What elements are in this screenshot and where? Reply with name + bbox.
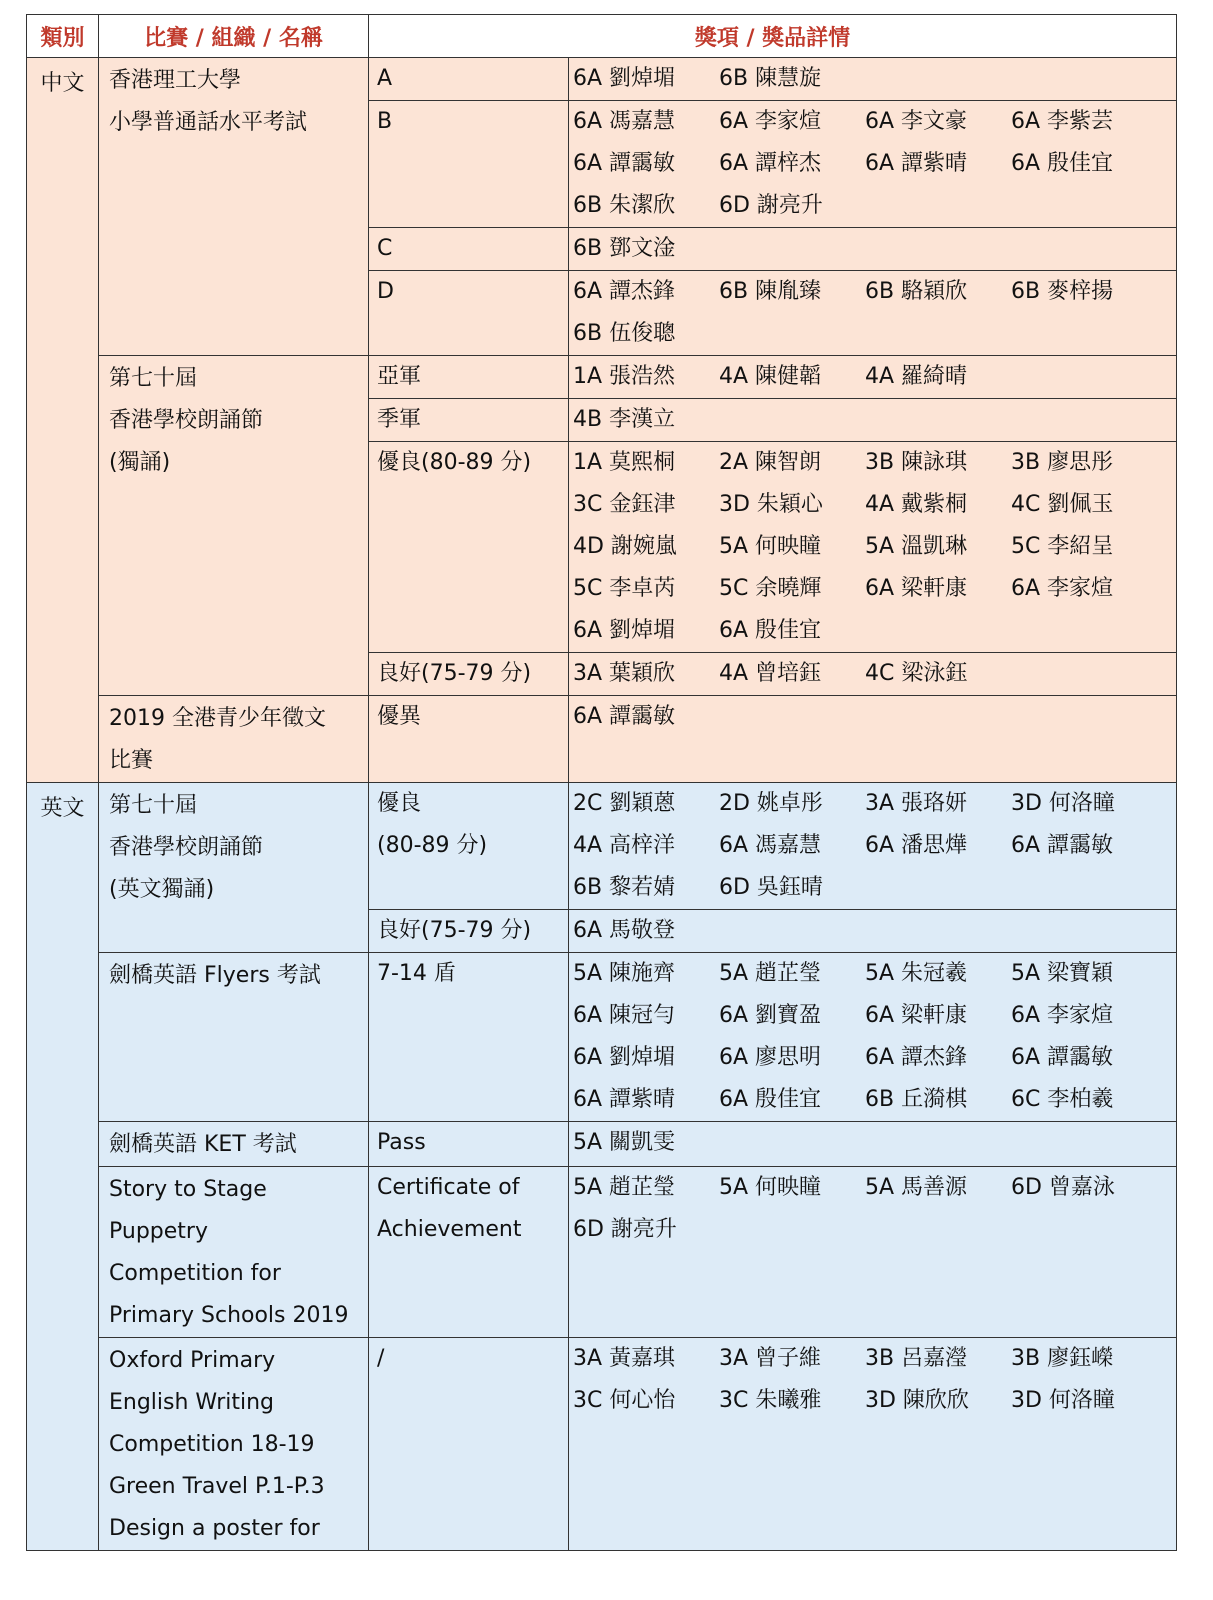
award-level-cell: [369, 1167, 569, 1338]
student-name: 6A 譚靄敏: [1011, 1045, 1114, 1070]
student-name: 6A 譚杰鋒: [865, 1045, 968, 1070]
student-name: 4D 謝婉嵐: [573, 534, 677, 559]
award-level-cell: [369, 1122, 569, 1167]
student-name: 6D 謝亮升: [573, 1217, 677, 1242]
student-name: 6B 駱穎欣: [865, 279, 968, 304]
student-name-list: [569, 271, 1176, 355]
competition-name-line: (英文獨誦): [109, 877, 215, 902]
table-row: [27, 696, 1177, 783]
award-names-cell: [569, 442, 1177, 653]
student-name: 5A 何映瞳: [719, 1175, 822, 1200]
award-names-cell: [569, 783, 1177, 910]
student-name: 5A 何映瞳: [719, 534, 822, 559]
student-name: 6A 譚靄敏: [573, 151, 676, 176]
award-names-cell: [569, 1167, 1177, 1338]
student-name: 6A 廖思明: [719, 1045, 822, 1070]
award-level-label: Achievement: [377, 1217, 522, 1242]
award-level-label: 良好(75-79 分): [377, 918, 532, 943]
student-name: 6A 陳冠勻: [573, 1003, 676, 1028]
student-name: 6A 劉焯堳: [573, 66, 676, 91]
student-name: 6A 劉焯堳: [573, 618, 676, 643]
student-name-list: [569, 101, 1176, 227]
student-name: 6A 殷佳宜: [1011, 151, 1114, 176]
award-names-cell: [569, 399, 1177, 442]
student-name-list: [569, 653, 1176, 695]
student-name: 4C 劉佩玉: [1011, 492, 1114, 517]
award-names-cell: [569, 1122, 1177, 1167]
student-name: 6D 謝亮升: [719, 193, 823, 218]
student-name: 3D 何洛瞳: [1011, 1388, 1115, 1413]
student-name: 5A 朱冠羲: [865, 961, 968, 986]
table-row: [27, 58, 1177, 101]
award-names-cell: [569, 101, 1177, 228]
competition-name-line: 香港理工大學: [109, 68, 242, 93]
competition-name-line: Competition for: [109, 1261, 281, 1286]
award-names-cell: [569, 58, 1177, 101]
student-name: 5A 趙芷瑩: [573, 1175, 676, 1200]
competition-cell: [99, 58, 369, 356]
award-names-cell: [569, 953, 1177, 1122]
student-name: 1A 莫熙桐: [573, 450, 676, 475]
award-level-label: 優良: [377, 791, 422, 816]
student-name: 6D 吳鈺晴: [719, 875, 823, 900]
award-level-label: 優異: [377, 704, 422, 729]
award-names-cell: [569, 356, 1177, 399]
competition-cell: [99, 953, 369, 1122]
student-name: 2C 劉穎蒽: [573, 791, 676, 816]
student-name: 6A 譚梓杰: [719, 151, 822, 176]
student-name: 3C 金鈺津: [573, 492, 676, 517]
award-names-cell: [569, 910, 1177, 953]
student-name: 6A 李家煊: [1011, 576, 1114, 601]
student-name: 6A 梁軒康: [865, 576, 968, 601]
award-level-label: C: [377, 236, 393, 261]
student-name: 6A 殷佳宜: [719, 1087, 822, 1112]
competition-name-line: Design a poster for: [109, 1516, 320, 1541]
competition-name-line: 2019 全港青少年徵文: [109, 706, 326, 731]
header-row: [27, 15, 1177, 58]
header-competition: 比賽 / 組織 / 名稱: [99, 15, 369, 58]
student-name: 2A 陳智朗: [719, 450, 822, 475]
competition-name-line: 劍橋英語 Flyers 考試: [109, 963, 321, 988]
award-level-cell: [369, 271, 569, 356]
award-names-cell: [569, 1338, 1177, 1551]
student-name: 3A 曾子維: [719, 1346, 822, 1371]
student-name: 6A 李家煊: [719, 109, 822, 134]
student-name-list: [569, 356, 1176, 398]
student-name: 5C 李紹呈: [1011, 534, 1114, 559]
student-name-list: [569, 442, 1176, 652]
student-name: 6A 劉寶盈: [719, 1003, 822, 1028]
student-name: 6B 丘漪棋: [865, 1087, 968, 1112]
award-level-label: 季軍: [377, 407, 422, 432]
student-name: 4A 高梓洋: [573, 833, 676, 858]
student-name: 3D 朱穎心: [719, 492, 823, 517]
student-name: 6A 譚紫晴: [573, 1087, 676, 1112]
award-names-cell: [569, 696, 1177, 783]
award-names-cell: [569, 653, 1177, 696]
award-level-label: 優良(80-89 分): [377, 450, 532, 475]
student-name: 6A 殷佳宜: [719, 618, 822, 643]
competition-name-line: Competition 18-19: [109, 1432, 315, 1457]
student-name: 5A 梁寶穎: [1011, 961, 1114, 986]
award-level-label: A: [377, 66, 393, 91]
competition-name-line: 比賽: [109, 748, 154, 773]
competition-name-line: Green Travel P.1-P.3: [109, 1474, 325, 1499]
student-name-list: [569, 228, 1176, 270]
table-row: [27, 1338, 1177, 1551]
table-row: [27, 783, 1177, 910]
award-level-label: 亞軍: [377, 364, 422, 389]
student-name-list: [569, 953, 1176, 1121]
award-level-cell: [369, 783, 569, 910]
competition-cell: [99, 1338, 369, 1551]
category-cell-chinese: 中文: [27, 58, 99, 783]
student-name: 6B 朱潔欣: [573, 193, 676, 218]
student-name: 4B 李漢立: [573, 407, 676, 432]
student-name: 3B 陳詠琪: [865, 450, 968, 475]
student-name-list: [569, 1338, 1176, 1422]
competition-name-line: Story to Stage: [109, 1177, 267, 1202]
award-level-label: 良好(75-79 分): [377, 661, 532, 686]
student-name-list: [569, 696, 1176, 738]
table-row: [27, 356, 1177, 399]
student-name: 6A 譚靄敏: [1011, 833, 1114, 858]
student-name: 6B 陳慧旋: [719, 66, 822, 91]
competition-cell: [99, 356, 369, 696]
award-level-cell: [369, 228, 569, 271]
award-level-cell: [369, 696, 569, 783]
student-name-list: [569, 1167, 1176, 1251]
student-name-list: [569, 1122, 1176, 1164]
student-name: 3C 何心怡: [573, 1388, 676, 1413]
student-name: 6A 譚紫晴: [865, 151, 968, 176]
student-name: 5A 關凱雯: [573, 1130, 676, 1155]
student-name: 3D 陳欣欣: [865, 1388, 969, 1413]
student-name-list: [569, 58, 1176, 100]
award-level-label: D: [377, 279, 394, 304]
student-name: 3A 黃嘉琪: [573, 1346, 676, 1371]
student-name: 3B 廖鈺嶸: [1011, 1346, 1114, 1371]
award-level-label: Pass: [377, 1130, 426, 1155]
table-row: [27, 1167, 1177, 1338]
competition-cell: [99, 1167, 369, 1338]
student-name: 3A 張珞妍: [865, 791, 968, 816]
student-name: 6A 劉焯堳: [573, 1045, 676, 1070]
student-name: 6B 伍俊聰: [573, 321, 676, 346]
header-category: 類別: [27, 15, 99, 58]
student-name: 5A 馬善源: [865, 1175, 968, 1200]
award-level-label: /: [377, 1346, 385, 1371]
student-name: 6A 李文豪: [865, 109, 968, 134]
award-level-label: 7-14 盾: [377, 961, 456, 986]
student-name: 6A 李紫芸: [1011, 109, 1114, 134]
student-name: 6A 譚靄敏: [573, 704, 676, 729]
student-name: 6B 陳胤臻: [719, 279, 822, 304]
student-name: 3C 朱曦雅: [719, 1388, 822, 1413]
award-level-cell: [369, 910, 569, 953]
student-name: 6A 梁軒康: [865, 1003, 968, 1028]
student-name: 5A 趙芷瑩: [719, 961, 822, 986]
award-level-cell: [369, 1338, 569, 1551]
student-name: 5A 陳施齊: [573, 961, 676, 986]
award-level-cell: [369, 399, 569, 442]
student-name: 4A 陳健韜: [719, 364, 822, 389]
competition-name-line: (獨誦): [109, 450, 171, 475]
award-level-label: B: [377, 109, 393, 134]
student-name: 4A 戴紫桐: [865, 492, 968, 517]
student-name: 6B 黎若婧: [573, 875, 676, 900]
student-name: 1A 張浩然: [573, 364, 676, 389]
student-name: 5C 李卓芮: [573, 576, 676, 601]
student-name: 3B 廖思彤: [1011, 450, 1114, 475]
student-name: 6B 麥梓揚: [1011, 279, 1114, 304]
header-award: 獎項 / 獎品詳情: [369, 15, 1177, 58]
student-name: 3A 葉穎欣: [573, 661, 676, 686]
student-name: 6D 曾嘉泳: [1011, 1175, 1115, 1200]
student-name: 3D 何洛瞳: [1011, 791, 1115, 816]
student-name: 6A 馬敬登: [573, 918, 676, 943]
table-row: [27, 953, 1177, 1122]
competition-name-line: Oxford Primary: [109, 1348, 276, 1373]
award-level-label: Certificate of: [377, 1175, 520, 1200]
student-name: 3B 呂嘉瀅: [865, 1346, 968, 1371]
student-name: 4A 曾培鈺: [719, 661, 822, 686]
awards-table: [26, 14, 1177, 1551]
competition-name-line: 劍橋英語 KET 考試: [109, 1132, 297, 1157]
award-level-cell: [369, 58, 569, 101]
student-name: 6B 鄧文淦: [573, 236, 676, 261]
competition-name-line: English Writing: [109, 1390, 274, 1415]
competition-name-line: 香港學校朗誦節: [109, 835, 264, 860]
table-row: [27, 1122, 1177, 1167]
competition-cell: [99, 1122, 369, 1167]
award-level-cell: [369, 356, 569, 399]
student-name: 4C 梁泳鈺: [865, 661, 968, 686]
student-name: 6A 譚杰鋒: [573, 279, 676, 304]
student-name: 2D 姚卓彤: [719, 791, 823, 816]
award-names-cell: [569, 228, 1177, 271]
award-level-label: (80-89 分): [377, 833, 488, 858]
student-name-list: [569, 783, 1176, 909]
competition-cell: [99, 783, 369, 953]
category-cell-english: 英文: [27, 783, 99, 1551]
student-name: 6A 李家煊: [1011, 1003, 1114, 1028]
award-names-cell: [569, 271, 1177, 356]
student-name: 6A 馮嘉慧: [573, 109, 676, 134]
competition-name-line: 香港學校朗誦節: [109, 408, 264, 433]
award-level-cell: [369, 953, 569, 1122]
award-level-cell: [369, 653, 569, 696]
award-level-cell: [369, 442, 569, 653]
competition-name-line: Primary Schools 2019: [109, 1303, 349, 1328]
student-name: 6C 李柏羲: [1011, 1087, 1114, 1112]
competition-cell: [99, 696, 369, 783]
competition-name-line: 第七十屆: [109, 793, 198, 818]
student-name: 6A 馮嘉慧: [719, 833, 822, 858]
student-name: 5C 余曉輝: [719, 576, 822, 601]
competition-name-line: Puppetry: [109, 1219, 208, 1244]
competition-name-line: 第七十屆: [109, 366, 198, 391]
student-name: 4A 羅綺晴: [865, 364, 968, 389]
award-level-cell: [369, 101, 569, 228]
student-name: 6A 潘思燁: [865, 833, 968, 858]
student-name-list: [569, 910, 1176, 952]
student-name-list: [569, 399, 1176, 441]
competition-name-line: 小學普通話水平考試: [109, 110, 308, 135]
student-name: 5A 溫凱琳: [865, 534, 968, 559]
